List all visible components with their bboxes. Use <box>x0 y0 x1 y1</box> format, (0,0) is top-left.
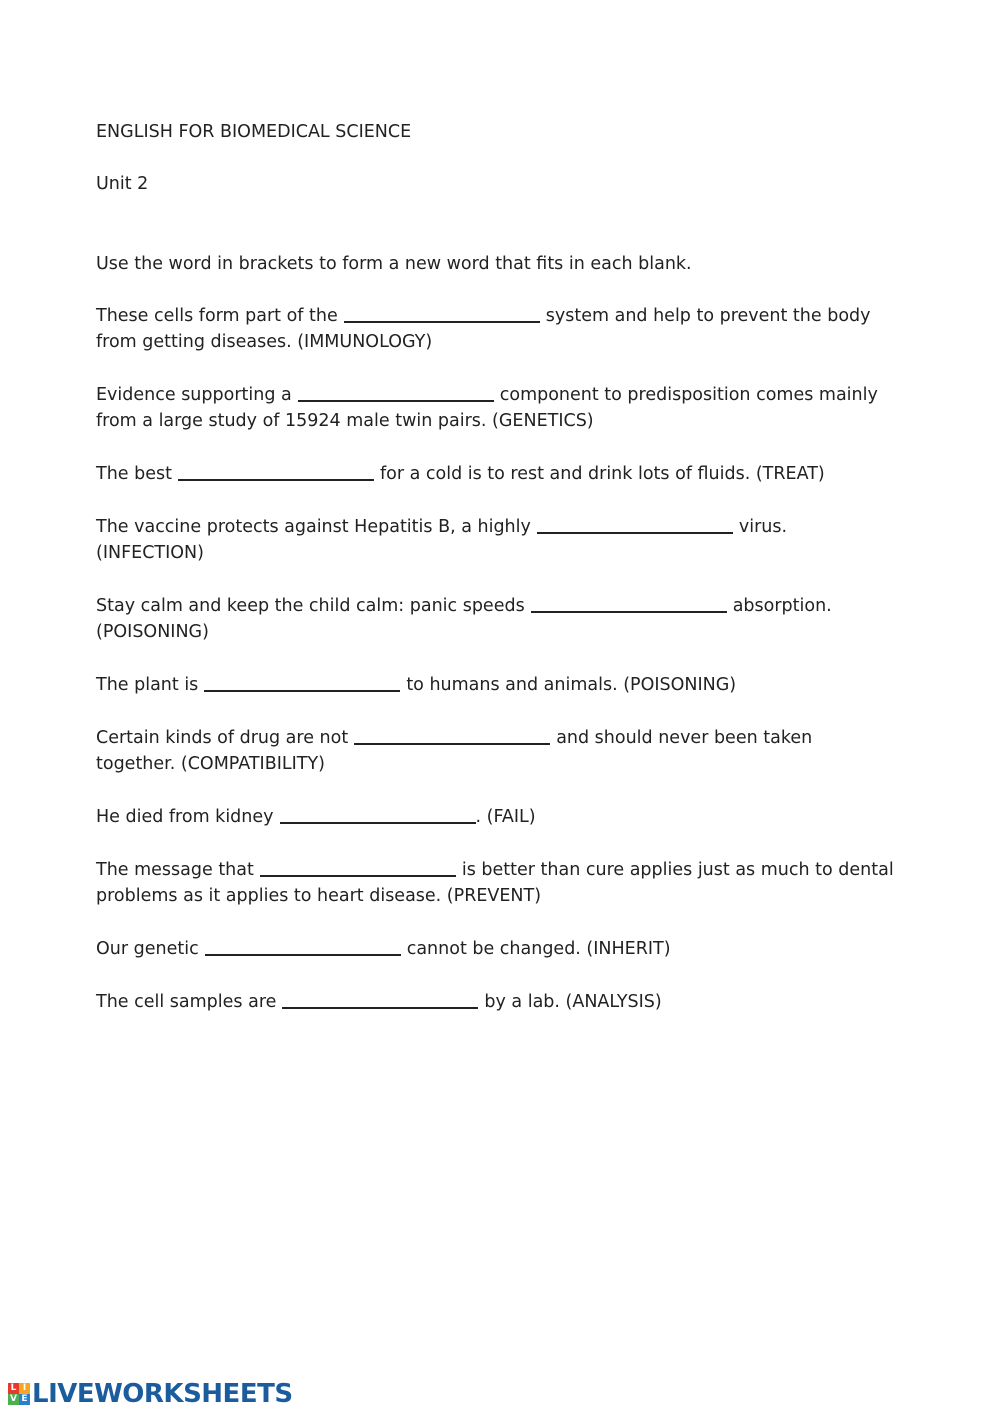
logo-icon-letter: I <box>19 1383 30 1394</box>
question-text-before: The cell samples are <box>96 992 277 1012</box>
question-9 <box>96 856 896 909</box>
question-1 <box>96 302 896 355</box>
question-text-before: Evidence supporting a <box>96 385 292 405</box>
question-text-before: The message that <box>96 860 254 880</box>
question-8 <box>96 803 896 830</box>
answer-blank-2[interactable] <box>298 383 494 402</box>
liveworksheets-logo[interactable] <box>8 1380 293 1408</box>
document-title: ENGLISH FOR BIOMEDICAL SCIENCE <box>96 122 412 142</box>
question-text-before: These cells form part of the <box>96 306 338 326</box>
question-text-after: absorption. (POISONING) <box>96 596 832 642</box>
question-list <box>96 302 896 1041</box>
logo-icon-letter: L <box>8 1383 19 1394</box>
question-2 <box>96 381 896 434</box>
answer-blank-9[interactable] <box>260 858 456 877</box>
question-text-before: The vaccine protects against Hepatitis B, a highly <box>96 517 531 537</box>
question-text-after: and should never been taken together. (COMPATIBILITY) <box>96 728 813 774</box>
question-text-after: by a lab. (ANALYSIS) <box>484 992 662 1012</box>
answer-blank-8[interactable] <box>280 805 476 824</box>
question-4 <box>96 513 896 566</box>
answer-blank-3[interactable] <box>178 462 374 481</box>
question-6 <box>96 671 896 698</box>
answer-blank-7[interactable] <box>354 726 550 745</box>
answer-blank-5[interactable] <box>531 594 727 613</box>
answer-blank-11[interactable] <box>282 990 478 1009</box>
question-text-before: The best <box>96 464 172 484</box>
question-text-after: for a cold is to rest and drink lots of fluids. (TREAT) <box>379 464 825 484</box>
logo-text: LIVEWORKSHEETS <box>32 1379 293 1409</box>
question-text-after: component to predisposition comes mainly from a large study of 15924 male twin pairs. (GENETICS) <box>96 385 878 431</box>
question-text-after: to humans and animals. (POISONING) <box>406 675 737 695</box>
question-text-before: Our genetic <box>96 939 199 959</box>
question-10 <box>96 935 896 962</box>
answer-blank-10[interactable] <box>205 937 401 956</box>
liveworksheets-logo-icon <box>8 1383 30 1405</box>
answer-blank-6[interactable] <box>204 673 400 692</box>
instructions: Use the word in brackets to form a new word that fits in each blank. <box>96 254 692 274</box>
question-text-after: . (FAIL) <box>475 807 536 827</box>
question-text-before: The plant is <box>96 675 199 695</box>
answer-blank-4[interactable] <box>537 515 733 534</box>
question-5 <box>96 592 896 645</box>
question-text-before: Stay calm and keep the child calm: panic speeds <box>96 596 525 616</box>
unit-label: Unit 2 <box>96 174 149 194</box>
question-11 <box>96 988 896 1015</box>
question-text-after: system and help to prevent the body from getting diseases. (IMMUNOLOGY) <box>96 306 871 352</box>
question-text-after: virus. (INFECTION) <box>96 517 788 563</box>
question-text-after: cannot be changed. (INHERIT) <box>406 939 671 959</box>
answer-blank-1[interactable] <box>344 304 540 323</box>
logo-icon-letter: V <box>8 1394 19 1405</box>
logo-icon-letter: E <box>19 1394 30 1405</box>
question-text-before: Certain kinds of drug are not <box>96 728 349 748</box>
question-7 <box>96 724 896 777</box>
question-text-before: He died from kidney <box>96 807 274 827</box>
question-3 <box>96 460 896 487</box>
question-text-after: is better than cure applies just as much to dental problems as it applies to heart disease. (PREVENT) <box>96 860 894 906</box>
